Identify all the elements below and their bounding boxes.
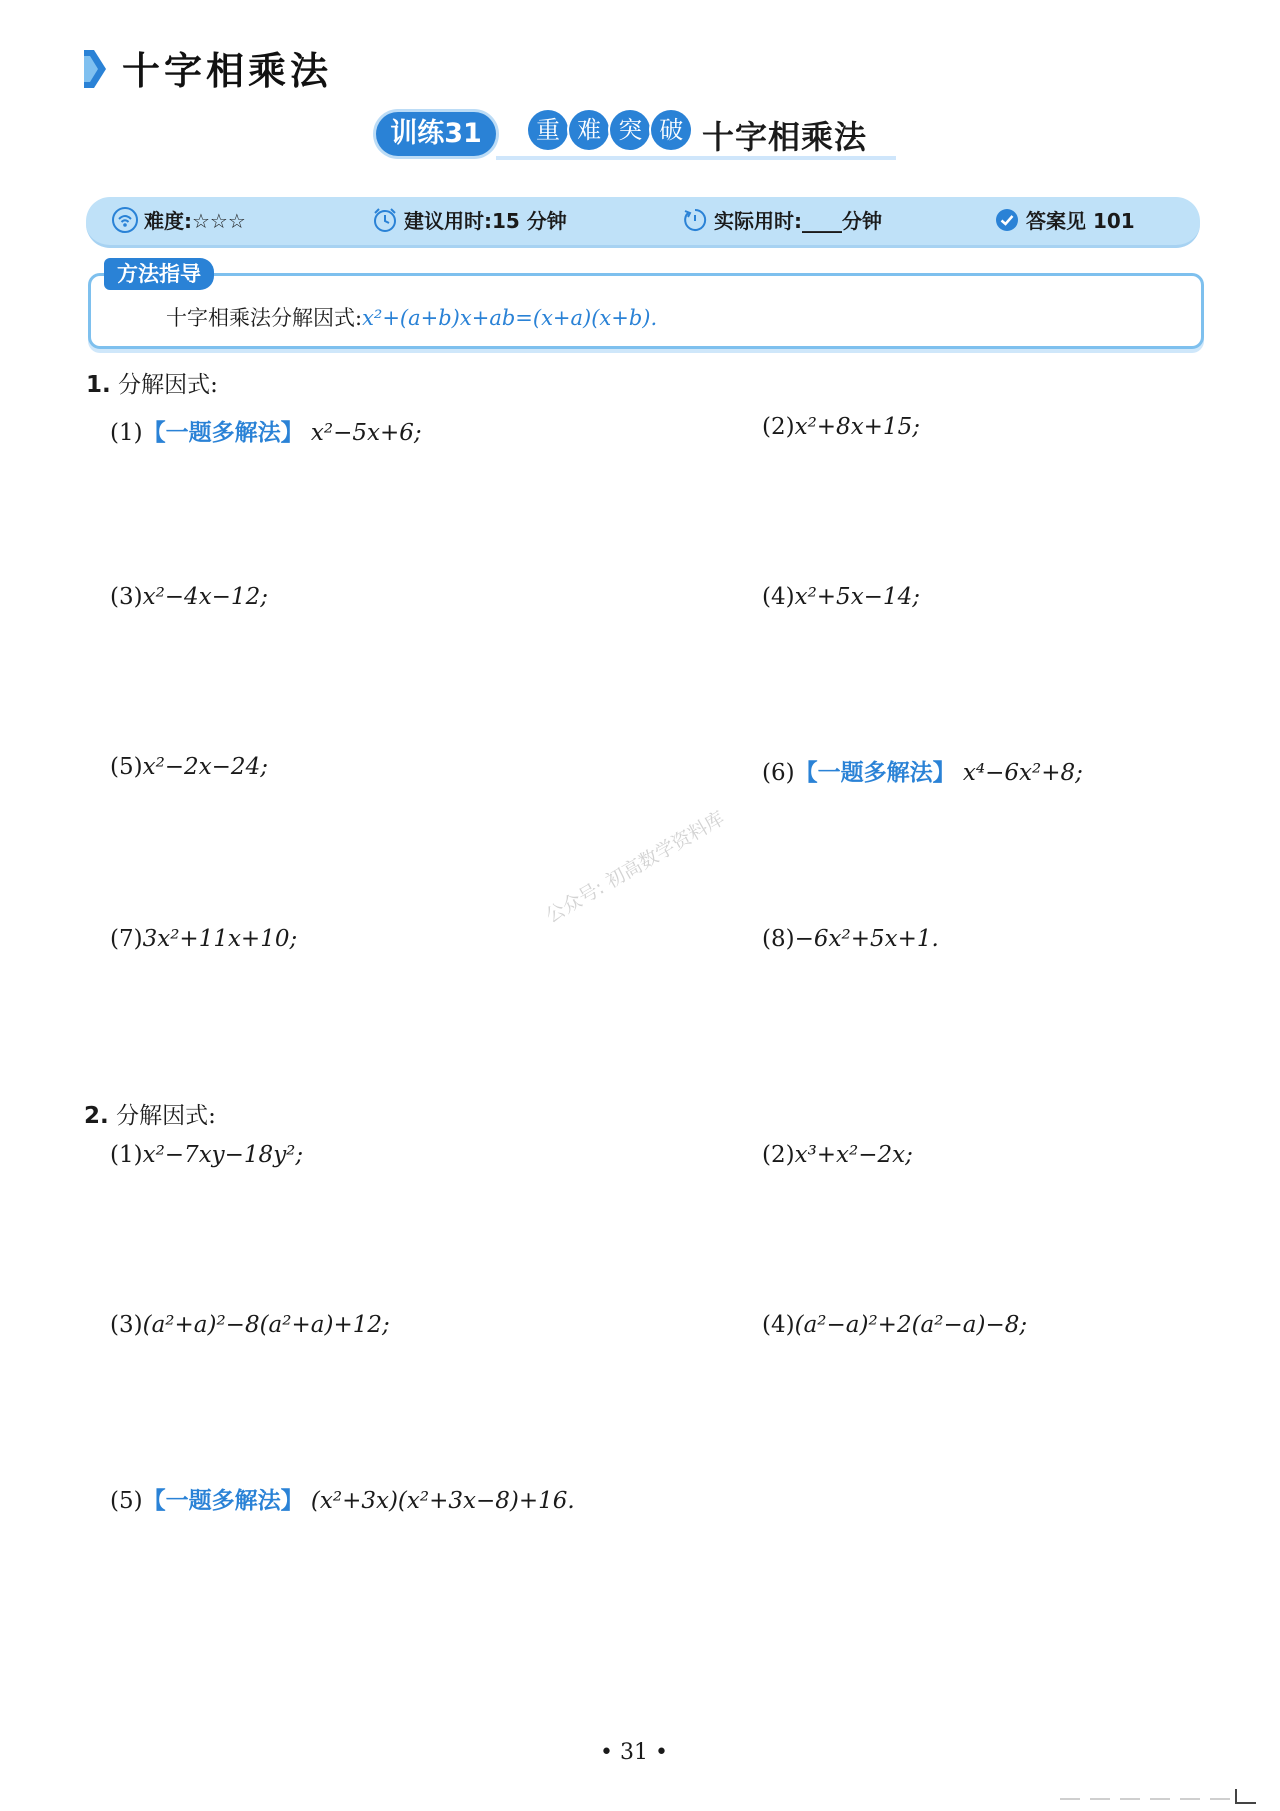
- banner-circle-char: 破: [651, 110, 691, 150]
- item-expression: x⁴−6x²+8;: [962, 760, 1083, 786]
- item-number: (2): [762, 414, 795, 440]
- method-label: 十字相乘法分解因式:: [166, 306, 363, 330]
- item-expression: x²+5x−14;: [794, 584, 920, 610]
- item-expression: x²−4x−12;: [142, 584, 268, 610]
- q1-item-4: [762, 584, 920, 610]
- item-expression: 3x²+11x+10;: [142, 926, 298, 952]
- item-number: (3): [110, 584, 143, 610]
- info-bar: [86, 197, 1200, 248]
- answer-ref-text: 答案见 101: [1026, 209, 1135, 233]
- q2-item-4: [762, 1312, 1027, 1338]
- alarm-clock-icon: [372, 207, 398, 233]
- method-text: [166, 302, 657, 332]
- page-title: 十字相乘法: [122, 49, 333, 93]
- item-number: (5): [110, 754, 143, 780]
- item-expression: (x²+3x)(x²+3x−8)+16.: [310, 1488, 575, 1514]
- q1-item-7: [110, 926, 297, 952]
- question-number: 2.: [84, 1103, 109, 1129]
- section-marker-icon: [84, 50, 106, 88]
- training-banner: [376, 108, 916, 164]
- item-number: (1): [110, 420, 143, 446]
- check-circle-icon: [994, 207, 1020, 233]
- q2-item-2: [762, 1142, 913, 1168]
- q1-item-6: [762, 754, 1083, 787]
- q2-item-5: [110, 1482, 575, 1515]
- question-title: 分解因式:: [116, 1103, 216, 1129]
- q1-item-8: [762, 926, 939, 952]
- item-expression: x²+8x+15;: [794, 414, 920, 440]
- q1-item-1: [110, 414, 422, 447]
- method-formula: x²+(a+b)x+ab=(x+a)(x+b).: [362, 306, 658, 330]
- banner-underline: [496, 156, 896, 160]
- item-expression: x²−7xy−18y²;: [142, 1142, 304, 1168]
- item-number: (2): [762, 1142, 795, 1168]
- question-title: 分解因式:: [118, 372, 218, 398]
- corner-bracket-icon: [1060, 1785, 1260, 1807]
- question-2-heading: [84, 1097, 216, 1130]
- training-badge: 训练31: [376, 112, 496, 156]
- multi-solution-tag: 【一题多解法】: [142, 1488, 304, 1514]
- question-1-heading: [86, 366, 218, 399]
- item-expression: x²−2x−24;: [142, 754, 268, 780]
- actual-time-info: [682, 207, 882, 235]
- difficulty-text: 难度:☆☆☆: [144, 209, 246, 233]
- q2-item-1: [110, 1142, 303, 1168]
- banner-circle-char: 突: [610, 110, 650, 150]
- item-number: (7): [110, 926, 143, 952]
- q2-item-3: [110, 1312, 390, 1338]
- difficulty-info: [112, 207, 246, 235]
- banner-circle-char: 重: [528, 110, 568, 150]
- item-expression: x²−5x+6;: [310, 420, 422, 446]
- banner-circles: [528, 110, 687, 156]
- item-number: (6): [762, 760, 795, 786]
- suggested-time-info: [372, 207, 567, 235]
- banner-title: 十字相乘法: [702, 118, 868, 156]
- actual-time-text: 实际用时:____分钟: [714, 209, 882, 233]
- item-number: (5): [110, 1488, 143, 1514]
- q1-item-2: [762, 414, 920, 440]
- banner-circle-char: 难: [569, 110, 609, 150]
- item-expression: (a²+a)²−8(a²+a)+12;: [142, 1312, 390, 1338]
- suggested-time-text: 建议用时:15 分钟: [404, 209, 567, 233]
- item-number: (4): [762, 1312, 795, 1338]
- page-number: • 31 •: [600, 1740, 668, 1765]
- answer-ref-info: [994, 207, 1135, 235]
- multi-solution-tag: 【一题多解法】: [142, 420, 304, 446]
- watermark: 公众号: 初高数学资料库: [542, 807, 729, 928]
- question-number: 1.: [86, 372, 111, 398]
- timer-icon: [682, 207, 708, 233]
- item-number: (8): [762, 926, 795, 952]
- item-expression: −6x²+5x+1.: [794, 926, 939, 952]
- signal-icon: [112, 207, 138, 233]
- item-number: (1): [110, 1142, 143, 1168]
- item-expression: (a²−a)²+2(a²−a)−8;: [794, 1312, 1028, 1338]
- item-expression: x³+x²−2x;: [794, 1142, 913, 1168]
- q1-item-3: [110, 584, 268, 610]
- method-tag: 方法指导: [104, 258, 214, 290]
- item-number: (3): [110, 1312, 143, 1338]
- item-number: (4): [762, 584, 795, 610]
- multi-solution-tag: 【一题多解法】: [794, 760, 956, 786]
- q1-item-5: [110, 754, 268, 780]
